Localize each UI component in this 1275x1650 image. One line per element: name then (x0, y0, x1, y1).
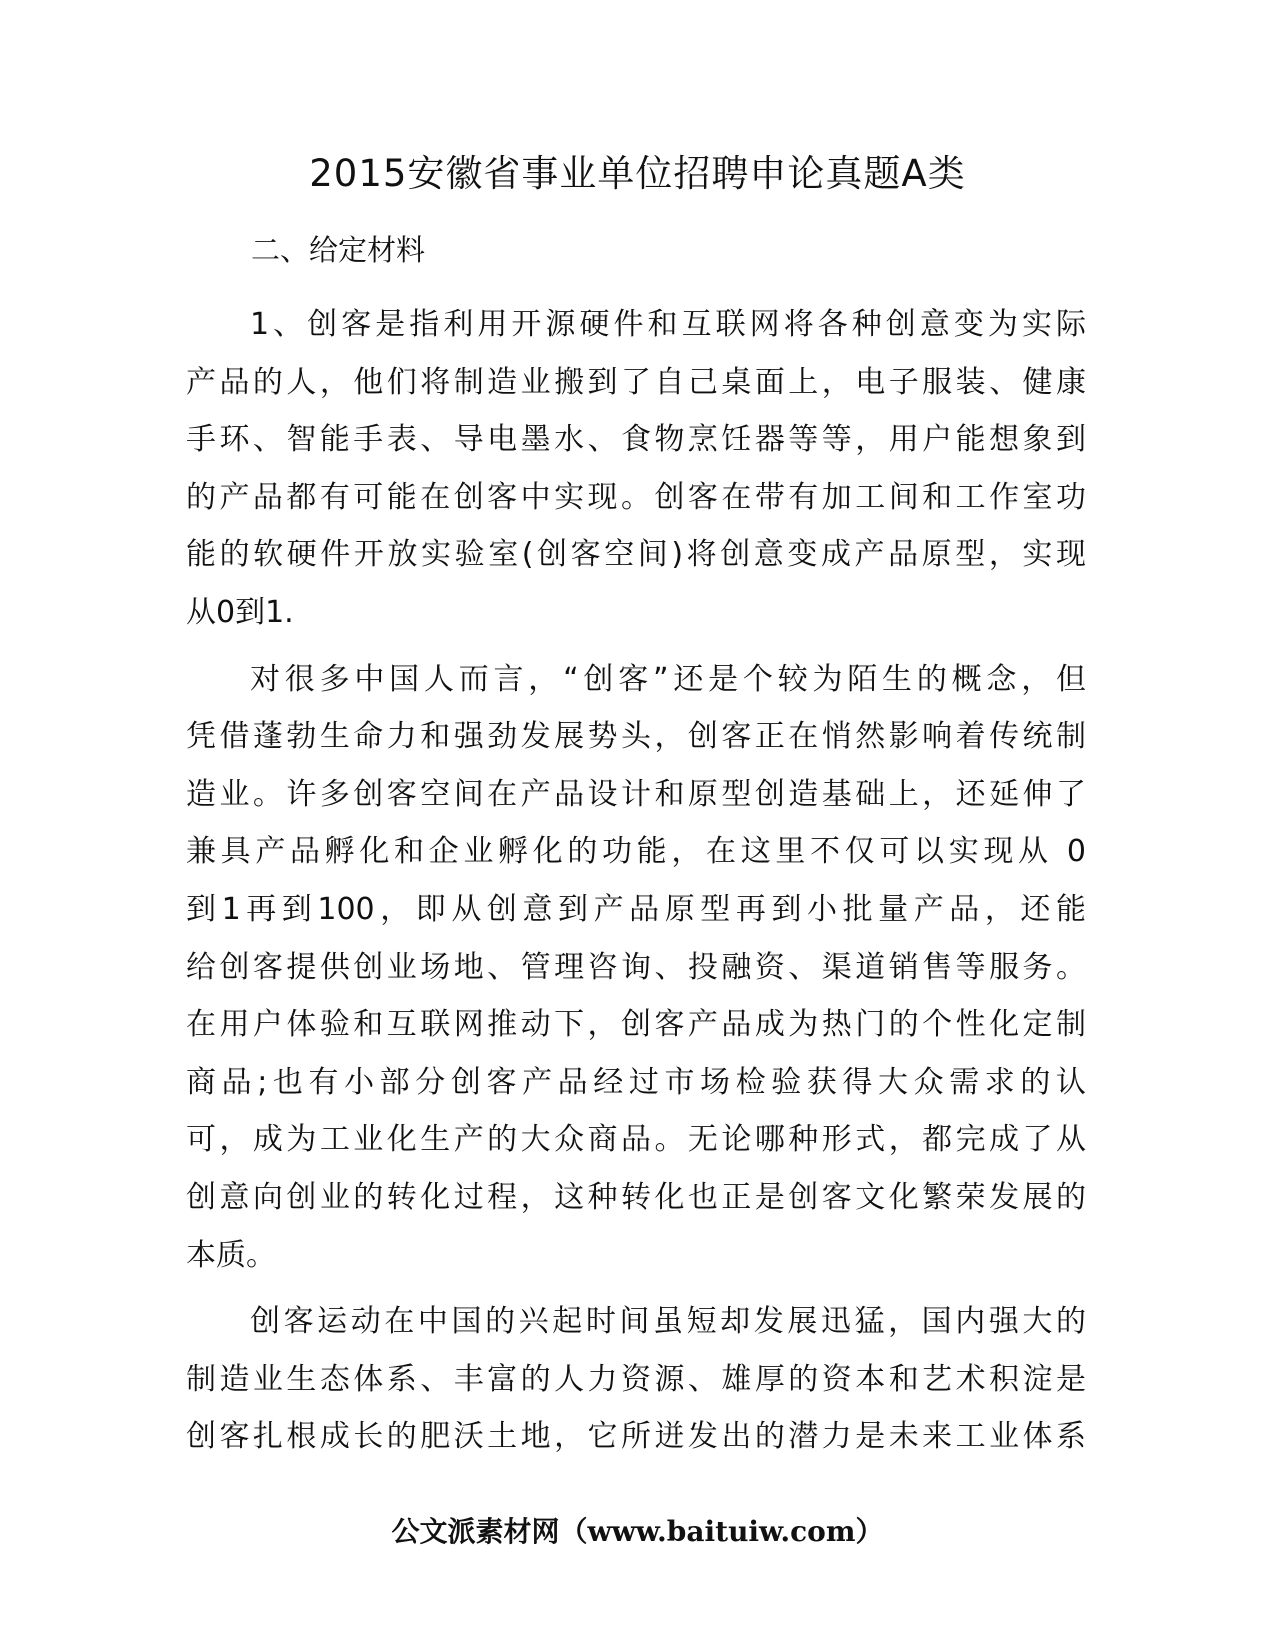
text-line: 给创客提供创业场地、管理咨询、投融资、渠道销售等服务。 (186, 949, 1086, 985)
text-line: 的产品都有可能在创客中实现。创客在带有加工间和工作室功 (186, 479, 1086, 515)
footer-watermark: 公文派素材网（www.baituiw.com） (391, 1515, 884, 1548)
body-text (186, 296, 1086, 1475)
text-line: 在用户体验和互联网推动下，创客产品成为热门的个性化定制 (186, 1007, 1086, 1043)
paragraph-1 (186, 296, 1086, 642)
text-line: 创客扎根成长的肥沃土地，它所迸发出的潜力是未来工业体系 (186, 1419, 1086, 1455)
section-heading: 二、给定材料 (251, 233, 426, 267)
text-line: 能的软硬件开放实验室(创客空间)将创意变成产品原型，实现 (186, 537, 1086, 573)
text-line: 创客运动在中国的兴起时间虽短却发展迅猛，国内强大的 (250, 1304, 1086, 1340)
text-line: 兼具产品孵化和企业孵化的功能，在这里不仅可以实现从 0 (186, 834, 1086, 870)
text-line: 1、创客是指利用开源硬件和互联网将各种创意变为实际 (250, 307, 1086, 342)
text-line: 可，成为工业化生产的大众商品。无论哪种形式，都完成了从 (186, 1122, 1086, 1158)
text-line: 产品的人，他们将制造业搬到了自己桌面上，电子服装、健康 (186, 364, 1086, 400)
paragraph-2 (186, 651, 1086, 1285)
text-line: 对很多中国人而言，“创客”还是个较为陌生的概念，但 (250, 661, 1086, 697)
text-line: 手环、智能手表、导电墨水、食物烹饪器等等，用户能想象到 (186, 422, 1086, 458)
text-line: 创意向创业的转化过程，这种转化也正是创客文化繁荣发展的 (186, 1179, 1086, 1215)
text-line: 本质。 (186, 1237, 276, 1273)
paragraph-3 (186, 1293, 1086, 1466)
text-line: 凭借蓬勃生命力和强劲发展势头，创客正在悄然影响着传统制 (186, 719, 1086, 755)
text-line: 到1再到100，即从创意到产品原型再到小批量产品，还能 (186, 891, 1086, 927)
document-title: 2015安徽省事业单位招聘申论真题A类 (309, 152, 966, 195)
text-line: 商品;也有小部分创客产品经过市场检验获得大众需求的认 (186, 1064, 1086, 1100)
text-line: 从0到1. (186, 594, 294, 630)
text-line: 制造业生态体系、丰富的人力资源、雄厚的资本和艺术积淀是 (186, 1361, 1086, 1397)
text-line: 造业。许多创客空间在产品设计和原型创造基础上，还延伸了 (186, 776, 1086, 812)
